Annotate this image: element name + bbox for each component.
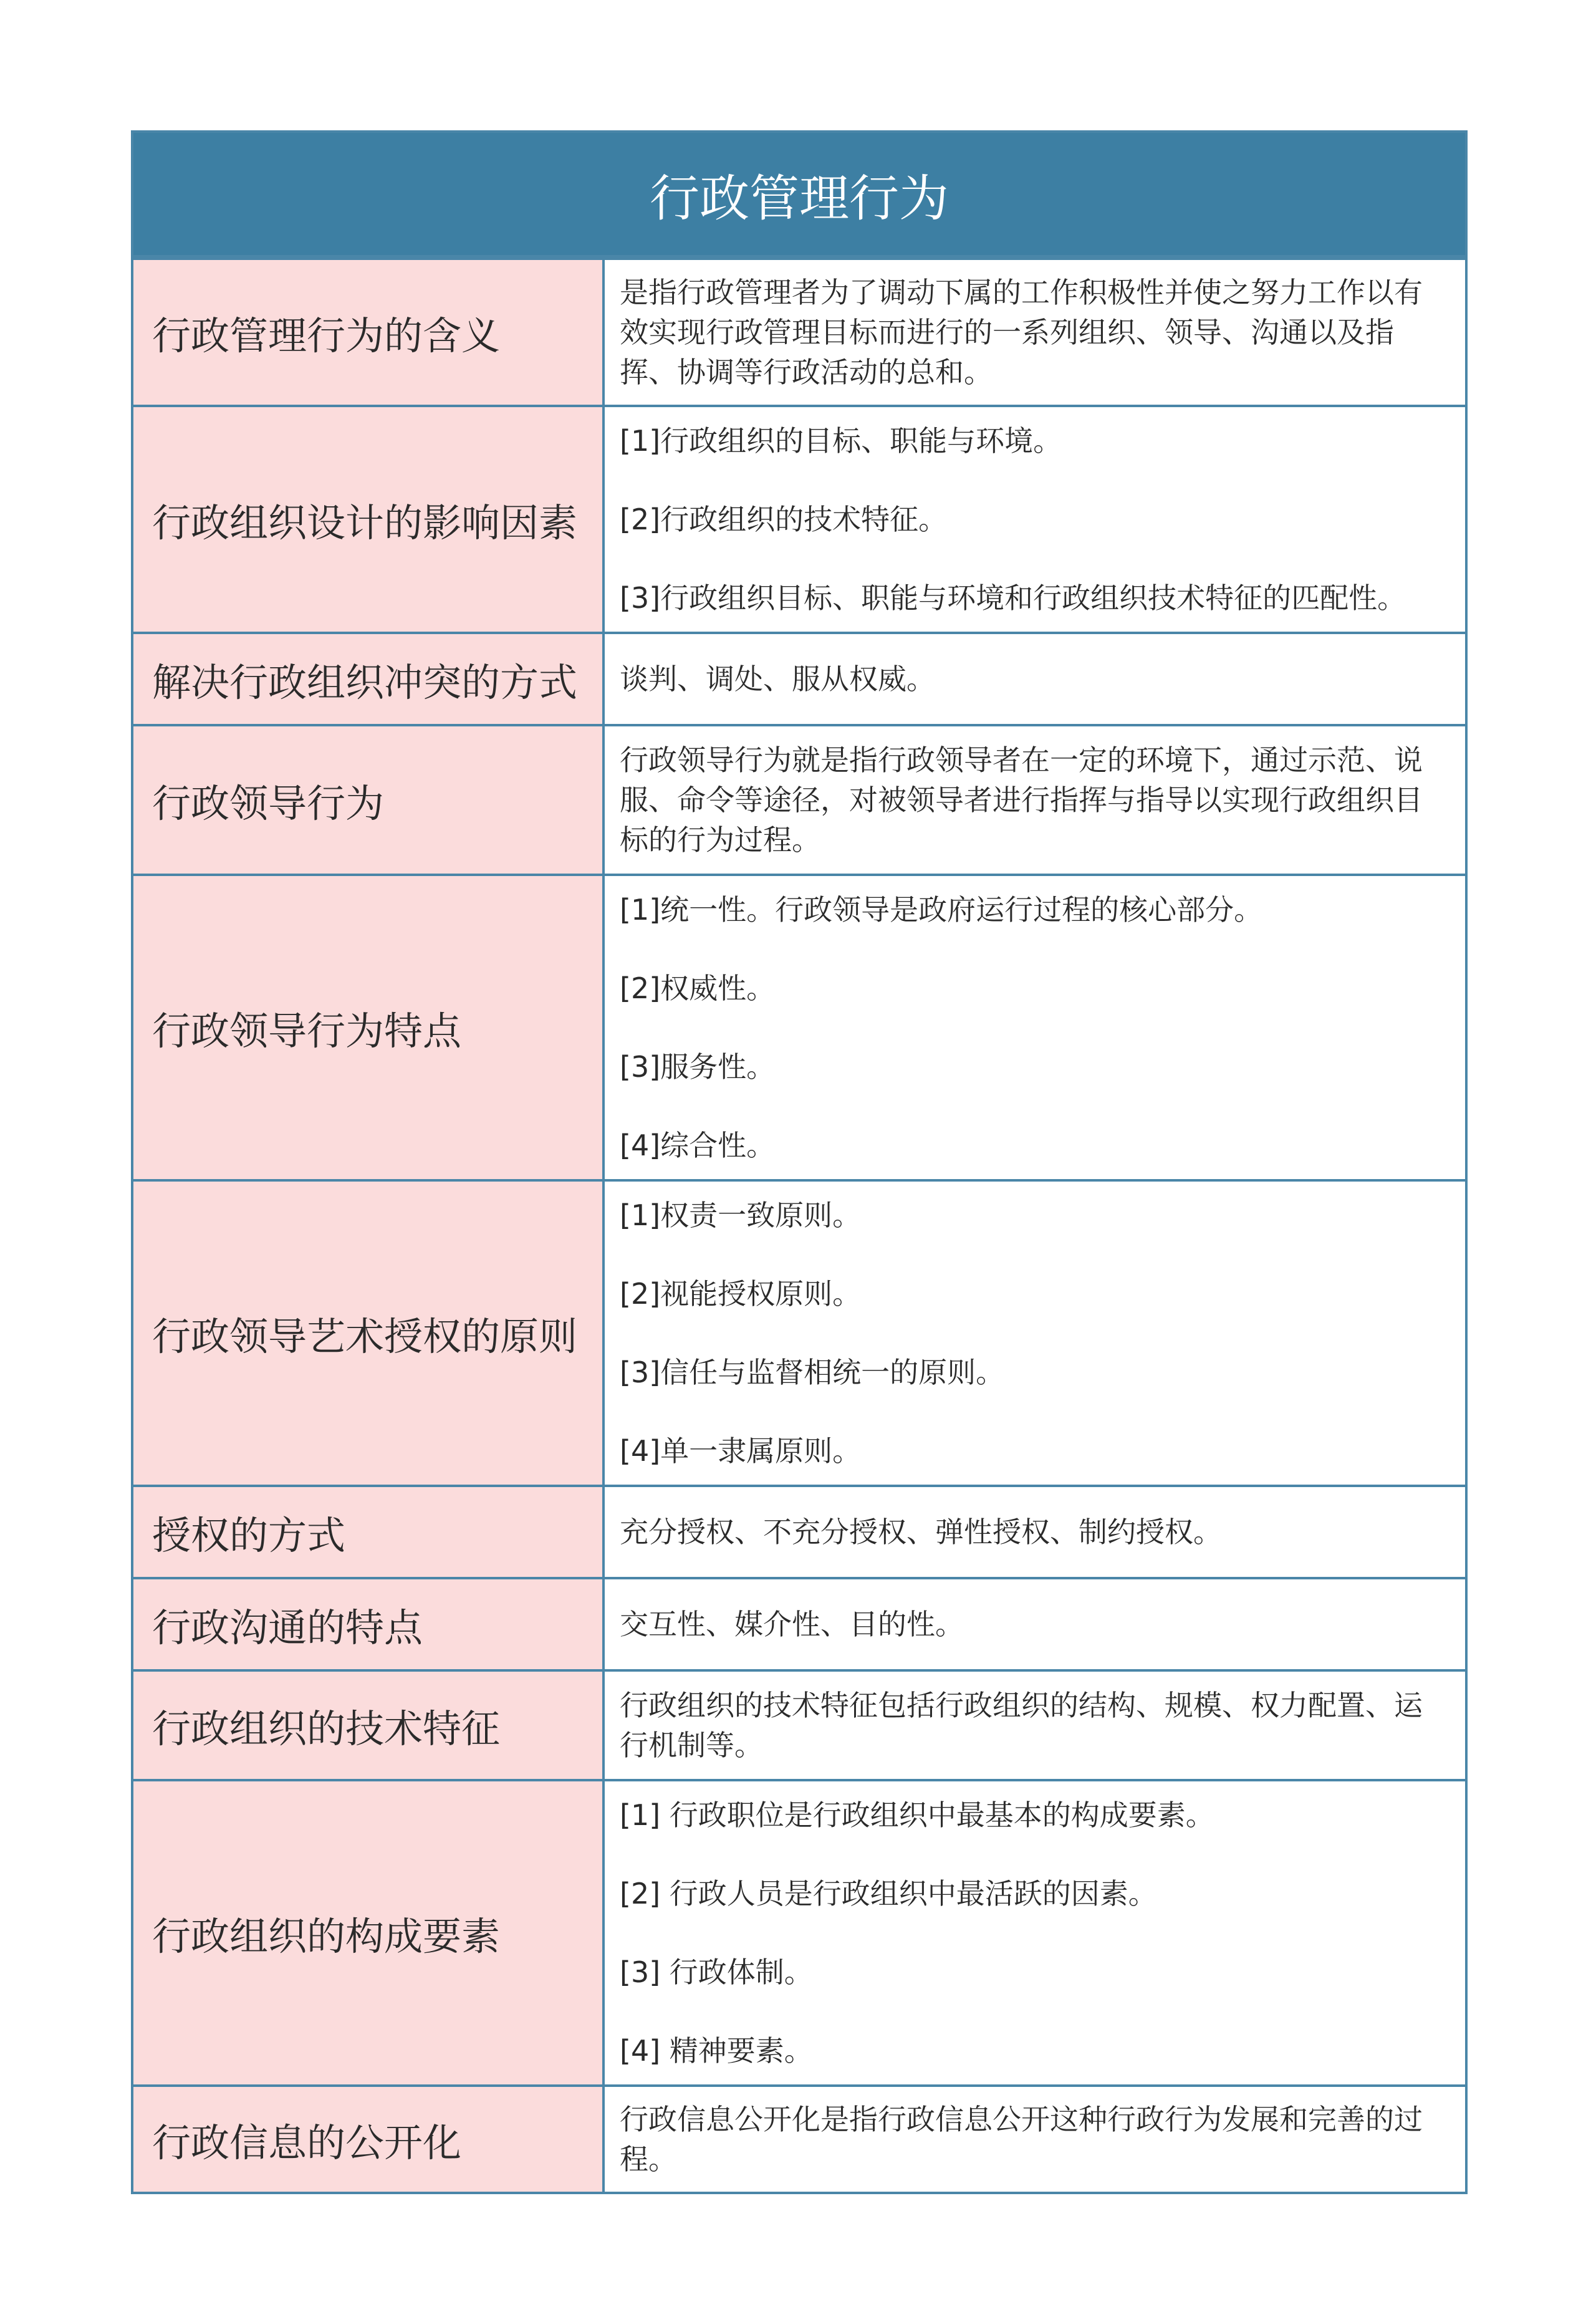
row-content (605, 2087, 1465, 2192)
row-text: 交互性、媒介性、目的性。 (620, 1607, 964, 1641)
row-content (605, 407, 1465, 632)
row-label: 行政沟通的特点 (133, 1579, 605, 1669)
row-content (605, 634, 1465, 724)
row-label: 行政领导行为特点 (133, 876, 605, 1179)
content-table (131, 130, 1468, 2194)
table-row (133, 632, 1465, 724)
row-content (605, 260, 1465, 405)
list-item: [1]统一性。行政领导是政府运行过程的核心部分。 (620, 893, 1263, 927)
list-item: [2]权威性。 (620, 971, 776, 1005)
row-label: 解决行政组织冲突的方式 (133, 634, 605, 724)
list-item: [2]行政组织的技术特征。 (620, 503, 948, 536)
table-row (133, 1179, 1465, 1485)
list-item: [1]行政组织的目标、职能与环境。 (620, 424, 1062, 458)
row-text: 是指行政管理者为了调动下属的工作积极性并使之努力工作以有效实现行政管理目标而进行的一系列组织、领导、沟通以及指挥、协调等行政活动的总和。 (620, 276, 1423, 389)
list-item: [1] 行政职位是行政组织中最基本的构成要素。 (620, 1798, 1214, 1832)
row-text: 谈判、调处、服从权威。 (620, 662, 935, 696)
list-item: [4]单一隶属原则。 (620, 1434, 862, 1468)
table-row (133, 1485, 1465, 1577)
row-content (605, 1182, 1465, 1485)
table-row (133, 724, 1465, 874)
list-item: [4]综合性。 (620, 1129, 776, 1162)
list-item: [3]信任与监督相统一的原则。 (620, 1356, 1005, 1389)
list-item: [3] 行政体制。 (620, 1955, 813, 1989)
list-item: [3]行政组织目标、职能与环境和行政组织技术特征的匹配性。 (620, 581, 1406, 615)
table-row (133, 1779, 1465, 2084)
row-label: 授权的方式 (133, 1487, 605, 1577)
row-content (605, 1579, 1465, 1669)
row-label: 行政组织设计的影响因素 (133, 407, 605, 632)
row-label: 行政组织的构成要素 (133, 1781, 605, 2084)
row-label: 行政信息的公开化 (133, 2087, 605, 2192)
table-row (133, 874, 1465, 1179)
row-label: 行政领导行为 (133, 726, 605, 874)
row-text: 行政组织的技术特征包括行政组织的结构、规模、权力配置、运行机制等。 (620, 1688, 1423, 1762)
list-item: [2] 行政人员是行政组织中最活跃的因素。 (620, 1877, 1157, 1910)
table-row (133, 1669, 1465, 1779)
page-title: 行政管理行为 (133, 133, 1465, 258)
list-item: [4] 精神要素。 (620, 2034, 813, 2068)
table-row (133, 2084, 1465, 2192)
row-content (605, 1672, 1465, 1779)
list-item: [3]服务性。 (620, 1050, 776, 1084)
list-item: [1]权责一致原则。 (620, 1198, 862, 1232)
row-content (605, 726, 1465, 874)
row-content (605, 876, 1465, 1179)
row-label: 行政领导艺术授权的原则 (133, 1182, 605, 1485)
table-row (133, 258, 1465, 405)
row-text: 行政领导行为就是指行政领导者在一定的环境下，通过示范、说服、命令等途径，对被领导者进行指挥与指导以实现行政组织目标的行为过程。 (620, 743, 1423, 857)
row-content (605, 1781, 1465, 2084)
table-row (133, 405, 1465, 632)
row-label: 行政组织的技术特征 (133, 1672, 605, 1779)
table-row (133, 1577, 1465, 1669)
row-text: 行政信息公开化是指行政信息公开这种行政行为发展和完善的过程。 (620, 2103, 1423, 2176)
list-item: [2]视能授权原则。 (620, 1277, 862, 1311)
row-label: 行政管理行为的含义 (133, 260, 605, 405)
row-content (605, 1487, 1465, 1577)
row-text: 充分授权、不充分授权、弹性授权、制约授权。 (620, 1515, 1222, 1549)
